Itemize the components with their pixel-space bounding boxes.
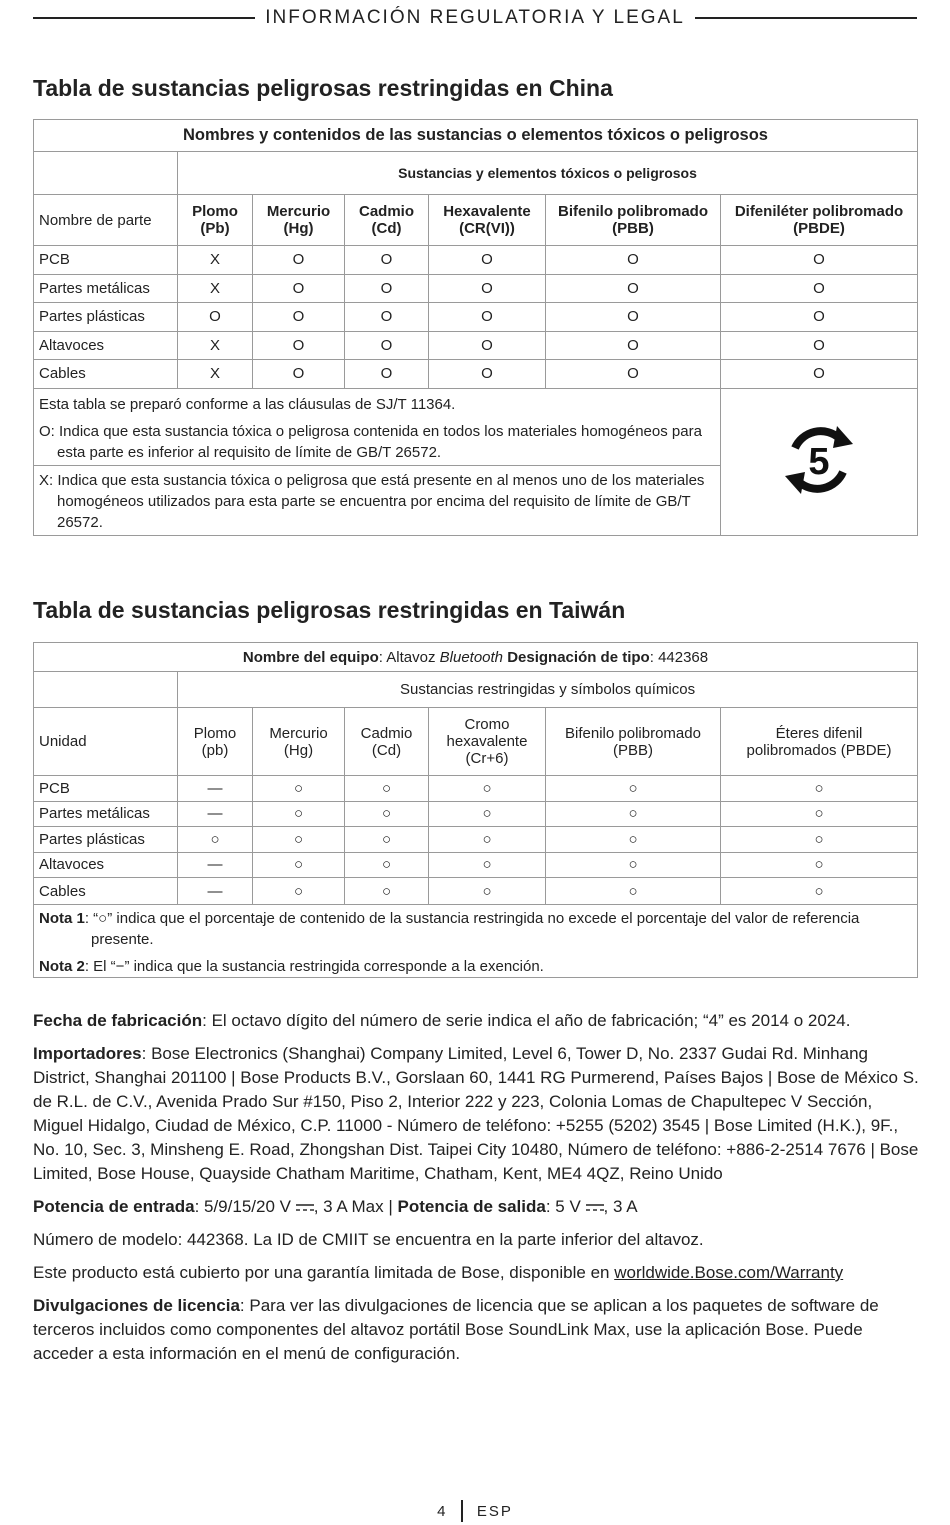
table-row: Altavoces X O O O O O xyxy=(34,331,918,360)
taiwan-col-header: Cromo hexavalente (Cr+6) xyxy=(429,708,546,776)
taiwan-equipment-row: Nombre del equipo: Altavoz Bluetooth Designación de tipo: 442368 xyxy=(34,643,918,672)
taiwan-group-header: Sustancias restringidas y símbolos químicos xyxy=(178,672,918,708)
china-note-x: X: Indica que esta sustancia tóxica o peligrosa que está presente en al menos uno de los materiales homogéneos utilizados para esta parte se encuentra por encima del requisito de límite de GB/T 26572. xyxy=(39,471,705,531)
china-part-header: Nombre de parte xyxy=(34,195,178,246)
taiwan-col-header: Cadmio (Cd) xyxy=(345,708,429,776)
table-row: Cables — ○ ○ ○ ○ ○ xyxy=(34,878,918,905)
dc-symbol-icon xyxy=(586,1202,604,1212)
table-row: PCB X O O O O O xyxy=(34,246,918,275)
table-row: Altavoces — ○ ○ ○ ○ ○ xyxy=(34,852,918,878)
china-group-header: Sustancias y elementos tóxicos o peligrosos xyxy=(178,152,918,195)
china-notes-cell xyxy=(34,388,721,465)
table-row: Partes metálicas — ○ ○ ○ ○ ○ xyxy=(34,801,918,827)
table-row: Partes plásticas ○ ○ ○ ○ ○ ○ xyxy=(34,827,918,853)
footer-separator xyxy=(461,1500,463,1522)
taiwan-unit-header: Unidad xyxy=(34,708,178,776)
china-col-header: Cadmio (Cd) xyxy=(345,195,429,246)
taiwan-col-header: Éteres difenil polibromados (PBDE) xyxy=(721,708,918,776)
taiwan-heading: Tabla de sustancias peligrosas restringidas en Taiwán xyxy=(33,597,626,623)
china-rohs-table xyxy=(33,119,918,536)
language-code: ESP xyxy=(476,1502,513,1520)
china-note-x-cell xyxy=(34,465,721,535)
importers-paragraph: Importadores: Bose Electronics (Shanghai) Company Limited, Level 6, Tower D, No. 2337 Gudai Rd. Minhang District, Shanghai 201100 | Bose Products B.V., Gorslaan 60, 1441 RG Purmerend, Países Bajos | Bose de México S. de R.L. de C.V., Avenida Prado Sur #150, Piso 2, Interior 222 y 223, Colonia Lomas de Chapultepec V Sección, Miguel Hidalgo, Ciudad de México, C.P. 11000 - Número de teléfono: +5255 (5202) 3545 | Bose Limited (H.K.), 9F., No. 10, Sec. 3, Minsheng E. Road, Zhongshan Dist. Taipei City 10480, Número de teléfono: +886-2-2514 7676 | Bose Limited, Bose House, Quayside Chatham Maritime, Chatham, Kent, ME4 4QZ, Reino Unido xyxy=(33,1044,919,1183)
table-row: PCB — ○ ○ ○ ○ ○ xyxy=(34,776,918,802)
page-header xyxy=(33,6,917,30)
china-col-header: Plomo (Pb) xyxy=(178,195,253,246)
table-row: Partes metálicas X O O O O O xyxy=(34,274,918,303)
header-rule-right xyxy=(695,17,917,19)
power-paragraph: Potencia de entrada: 5/9/15/20 V , 3 A Max | Potencia de salida: 5 V , 3 A xyxy=(33,1197,638,1216)
china-heading: Tabla de sustancias peligrosas restringidas en China xyxy=(33,75,613,101)
taiwan-col-header: Bifenilo polibromado (PBB) xyxy=(546,708,721,776)
china-note-standard: Esta tabla se preparó conforme a las cláusulas de SJ/T 11364. xyxy=(39,395,456,413)
taiwan-empty-cell xyxy=(34,672,178,708)
china-table-title: Nombres y contenidos de las sustancias o elementos tóxicos o peligrosos xyxy=(34,120,918,152)
license-paragraph: Divulgaciones de licencia: Para ver las divulgaciones de licencia que se aplican a los paquetes de software de terceros incluidos como componentes del altavoz portátil Bose SoundLink Max, use la aplicación Bose. Puede acceder a esta información en el menú de configuración. xyxy=(33,1296,879,1363)
taiwan-note-1: Nota 1: “○” indica que el porcentaje de contenido de la sustancia restringida no excede el porcentaje del valor de referencia presente. xyxy=(39,910,860,948)
china-col-header: Bifenilo polibromado (PBB) xyxy=(546,195,721,246)
header-title: INFORMACIÓN REGULATORIA Y LEGAL xyxy=(265,7,685,28)
china-col-header: Difeniléter polibromado (PBDE) xyxy=(721,195,918,246)
efup-symbol-cell xyxy=(721,388,918,535)
taiwan-rohs-table xyxy=(33,642,918,978)
efup-5-icon xyxy=(777,418,861,502)
warranty-paragraph: Este producto está cubierto por una garantía limitada de Bose, disponible en worldwide.Bose.com/Warranty xyxy=(33,1263,844,1282)
taiwan-notes-cell xyxy=(34,905,918,978)
header-rule-left xyxy=(33,17,255,19)
page-footer xyxy=(0,1500,950,1522)
warranty-link[interactable]: worldwide.Bose.com/Warranty xyxy=(614,1263,844,1282)
regulatory-info xyxy=(33,1009,923,1375)
china-col-header: Hexavalente (CR(VI)) xyxy=(429,195,546,246)
manufacture-date-paragraph: Fecha de fabricación: El octavo dígito del número de serie indica el año de fabricación; “4” es 2014 o 2024. xyxy=(33,1011,851,1030)
dc-symbol-icon xyxy=(296,1202,314,1212)
taiwan-note-2: Nota 2: El “−” indica que la sustancia restringida corresponde a la exención. xyxy=(39,958,544,975)
table-row: Cables X O O O O O xyxy=(34,360,918,389)
table-row: Partes plásticas O O O O O O xyxy=(34,303,918,332)
page-number: 4 xyxy=(437,1502,448,1520)
model-paragraph: Número de modelo: 442368. La ID de CMIIT se encuentra en la parte inferior del altavoz. xyxy=(33,1230,704,1249)
china-empty-cell xyxy=(34,152,178,195)
taiwan-col-header: Mercurio (Hg) xyxy=(253,708,345,776)
taiwan-col-header: Plomo (pb) xyxy=(178,708,253,776)
china-note-o: O: Indica que esta sustancia tóxica o peligrosa contenida en todos los materiales homogéneos para esta parte es inferior al requisito de límite de GB/T 26572. xyxy=(39,422,702,461)
china-col-header: Mercurio (Hg) xyxy=(253,195,345,246)
efup-number: 5 xyxy=(808,440,830,483)
